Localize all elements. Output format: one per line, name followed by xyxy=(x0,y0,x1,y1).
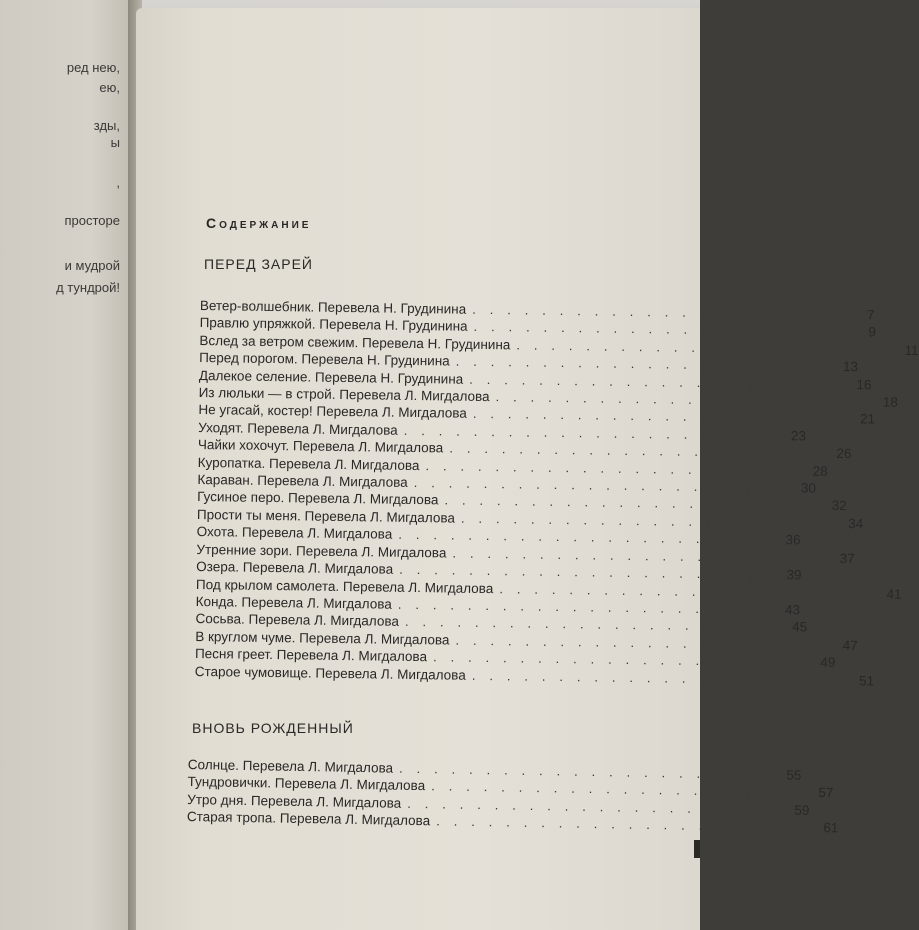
section-title-pered-zarey: ПЕРЕД ЗАРЕЙ xyxy=(204,256,313,272)
toc-entry-title: Далекое селение. Перевела Н. Грудинина xyxy=(198,367,464,387)
toc-entry-title: Конда. Перевела Л. Мигдалова xyxy=(195,593,392,612)
toc-entry-title: Старая тропа. Перевела Л. Мигдалова xyxy=(186,809,431,829)
contents-heading: Содержание xyxy=(206,215,312,231)
toc-entry-title: Охота. Перевела Л. Мигдалова xyxy=(196,524,393,542)
toc-leader-dots: . . . . . . . . . . . . . . . . . . . . . . xyxy=(436,813,813,836)
toc-page-number: 49 xyxy=(820,654,836,671)
left-page-text-fragment: ею, xyxy=(99,80,120,95)
toc-page-number: 13 xyxy=(842,359,859,375)
left-page-text-fragment: ы xyxy=(110,135,120,150)
toc-entry-title: Уходят. Перевела Л. Мигдалова xyxy=(198,419,398,438)
toc-leader-dots: . . . . . . . . . . . . . . . . . . . . . . xyxy=(449,440,826,461)
toc-page-number: 45 xyxy=(792,619,808,635)
toc-entry-title: Правлю упряжкой. Перевела Н. Грудинина xyxy=(199,315,468,335)
right-page xyxy=(136,8,919,930)
toc-page-number: 18 xyxy=(882,394,898,410)
toc-entry-title: Из люльки — в строй. Перевела Л. Мигдалова xyxy=(198,385,490,405)
toc-list-section-2 xyxy=(186,756,839,836)
toc-leader-dots: . . . . . . . . . . . . . . . . . . . . . . xyxy=(431,778,808,801)
left-page-text-fragment: ред нею, xyxy=(66,60,120,75)
left-page-text-fragment: , xyxy=(116,175,120,190)
toc-leader-dots: . . . . . . . . . . . . . . . . . . . . . . xyxy=(425,457,802,479)
toc-page-number: 51 xyxy=(858,672,875,688)
toc-leader-dots: . . . . . . . . . . . . . . . . . . . . . . xyxy=(472,301,849,323)
toc-leader-dots: . . . . . . . . . . . . . . . . . . . . . . xyxy=(516,337,893,358)
toc-entry-title: Тундровички. Перевела Л. Мигдалова xyxy=(187,774,426,794)
toc-page-number: 32 xyxy=(831,498,847,514)
toc-leader-dots: . . . . . . . . . . . . . . . . . . . . . . xyxy=(452,545,829,566)
toc-entry-title: Перед порогом. Перевела Н. Грудинина xyxy=(199,350,450,369)
toc-page-number: 43 xyxy=(784,602,801,618)
toc-leader-dots: . . . . . . . . . . . . . . . . . . . . . . xyxy=(398,760,776,783)
toc-entry-title: Сосьва. Перевела Л. Мигдалова xyxy=(195,611,400,630)
toc-page-number: 28 xyxy=(812,463,828,479)
toc-leader-dots: . . . . . . . . . . . . . . . . . . . . . . xyxy=(460,510,838,531)
toc-leader-dots: . . . . . . . . . . . . . . . . . . . . . . xyxy=(413,475,791,496)
left-page-text-fragment: д тундрой! xyxy=(56,280,120,295)
toc-entry-title: Прости ты меня. Перевела Л. Мигдалова xyxy=(196,506,456,526)
toc-leader-dots: . . . . . . . . . . . . . . . . . . . . . . xyxy=(432,649,810,670)
toc-page-number: 7 xyxy=(866,307,875,323)
toc-leader-dots: . . . . . . . . . . . . . . . . . . . . . . xyxy=(403,422,781,443)
toc-page-number: 59 xyxy=(794,802,810,818)
left-page-text-fragment: зды, xyxy=(93,118,120,133)
toc-entry-title: Гусиное перо. Перевела Л. Мигдалова xyxy=(197,489,439,508)
left-page-text-fragment: просторе xyxy=(64,213,120,228)
left-page-text-fragment: и мудрой xyxy=(64,258,120,273)
toc-page-number: 9 xyxy=(868,324,876,340)
toc-leader-dots: . . . . . . . . . . . . . . . . . . . . . . xyxy=(455,632,832,653)
toc-entry-title: Не угасай, костер! Перевела Л. Мигдалова xyxy=(198,402,467,422)
toc-entry-title: Куропатка. Перевела Л. Мигдалова xyxy=(197,454,420,473)
toc-entry-title: Утренние зори. Перевела Л. Мигдалова xyxy=(196,541,447,561)
toc-entry-title: Вслед за ветром свежим. Перевела Н. Грудинина xyxy=(199,332,511,353)
toc-entry-title: Караван. Перевела Л. Мигдалова xyxy=(197,472,408,490)
toc-page-number: 37 xyxy=(839,550,855,566)
section-title-vnov-rozhdenny: ВНОВЬ РОЖДЕННЫЙ xyxy=(192,720,354,736)
toc-leader-dots: . . . . . . . . . . . . . . . . . . . . . . xyxy=(397,596,775,617)
toc-leader-dots: . . . . . . . . . . . . . . . . . . . . . . xyxy=(444,492,821,514)
toc-page-number: 16 xyxy=(856,376,872,393)
toc-entry-title: Утро дня. Перевела Л. Мигдалова xyxy=(187,791,402,811)
toc-leader-dots: . . . . . . . . . . . . . . . . . . . . . . xyxy=(472,406,850,427)
toc-page-number: 55 xyxy=(786,767,802,783)
toc-entry-title: Ветер-волшебник. Перевела Н. Грудинина xyxy=(199,297,467,317)
toc-page-number: 21 xyxy=(859,411,876,427)
toc-list-section-1 xyxy=(194,297,919,688)
toc-page-number: 11 xyxy=(904,342,919,358)
toc-leader-dots: . . . . . . . . . . . . . . . . . . . . . . xyxy=(473,319,850,340)
left-page xyxy=(0,0,130,930)
toc-leader-dots: . . . . . . . . . . . . . . . . . . . . . . xyxy=(499,580,876,601)
toc-page-number: 61 xyxy=(823,820,839,836)
toc-page-number: 41 xyxy=(886,586,902,602)
toc-page-number: 39 xyxy=(786,567,802,583)
toc-entry-title: Озера. Перевела Л. Мигдалова xyxy=(196,559,394,577)
toc-leader-dots: . . . . . . . . . . . . . . . . . . . . . . xyxy=(398,527,775,548)
toc-page-number: 36 xyxy=(785,532,801,548)
page-edge-mark xyxy=(694,840,700,858)
toc-page-number: 47 xyxy=(842,637,858,653)
toc-page-number: 23 xyxy=(790,428,807,444)
toc-page-number: 34 xyxy=(848,515,864,532)
toc-entry-title: Под крылом самолета. Перевела Л. Мигдалова xyxy=(195,576,494,596)
toc-leader-dots: . . . . . . . . . . . . . . . . . . . . . . xyxy=(399,561,776,583)
toc-leader-dots: . . . . . . . . . . . . . . . . . . . . . . xyxy=(455,353,833,375)
toc-entry-title: Солнце. Перевела Л. Мигдалова xyxy=(187,756,394,776)
toc-entry-title: В круглом чуме. Перевела Л. Мигдалова xyxy=(195,628,450,648)
toc-leader-dots: . . . . . . . . . . . . . . . . . . . . . . xyxy=(469,371,846,392)
toc-leader-dots: . . . . . . . . . . . . . . . . . . . . . . xyxy=(471,667,849,688)
toc-entry-title: Чайки хохочут. Перевела Л. Мигдалова xyxy=(197,437,444,456)
toc-page-number: 57 xyxy=(818,785,834,801)
toc-leader-dots: . . . . . . . . . . . . . . . . . . . . . . xyxy=(495,389,872,410)
toc-leader-dots: . . . . . . . . . . . . . . . . . . . . . . xyxy=(404,614,782,635)
toc-page-number: 26 xyxy=(836,446,852,462)
toc-entry-title: Старое чумовище. Перевела Л. Мигдалова xyxy=(194,663,466,683)
toc-page-number: 30 xyxy=(800,480,817,496)
toc-entry-title: Песня греет. Перевела Л. Мигдалова xyxy=(194,646,428,665)
toc-leader-dots: . . . . . . . . . . . . . . . . . . . . . . xyxy=(407,795,784,818)
